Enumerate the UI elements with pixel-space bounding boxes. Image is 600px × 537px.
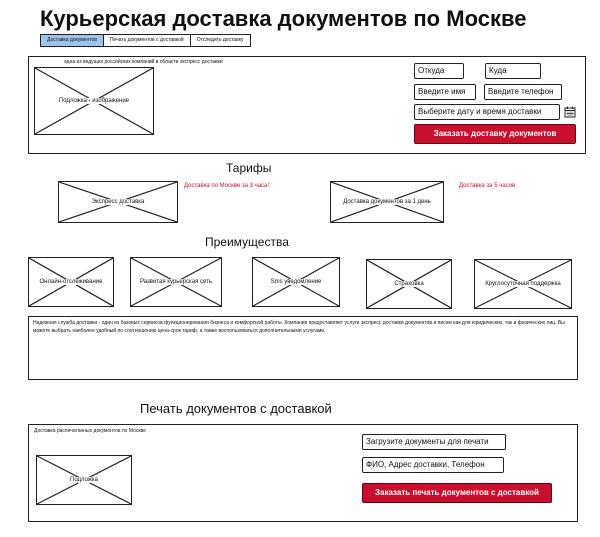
tab-track-delivery[interactable]: Отследить доставку	[191, 35, 250, 46]
order-delivery-button[interactable]: Заказать доставку документов	[414, 124, 576, 144]
calendar-icon[interactable]	[564, 106, 576, 118]
advantage-label-insurance: Страховка	[394, 281, 424, 287]
tariff-note-express: Доставка по Москве за 3 часа!	[184, 183, 270, 189]
from-field[interactable]: Откуда	[414, 63, 464, 79]
advantage-label-tracking: Онлайн-отслеживание	[39, 279, 103, 285]
name-field[interactable]: Введите имя	[414, 84, 476, 100]
advantages-heading: Преимущества	[205, 235, 289, 249]
advantage-label-sms: Sms уведомление	[270, 279, 322, 285]
hero-image-label: Подложка - изображение	[58, 98, 130, 104]
tariff-image-oneday	[330, 181, 444, 223]
hero-image-placeholder	[34, 67, 154, 135]
phone-field[interactable]: Введите телефон	[484, 84, 562, 100]
advantage-support	[474, 259, 572, 309]
upload-documents-button[interactable]: Загрузите документы для печати	[362, 434, 506, 450]
advantage-insurance	[366, 259, 452, 309]
advantage-label-support: Круглосуточная поддержка	[485, 281, 561, 287]
tariff-image-express	[58, 181, 178, 223]
tariff-note-oneday: Доставка за 5 часов	[459, 183, 516, 189]
tab-bar	[40, 34, 251, 47]
print-heading: Печать документов с доставкой	[140, 401, 332, 416]
advantage-tracking	[28, 257, 114, 307]
tab-print-delivery[interactable]: Печать документов с доставкой	[104, 35, 191, 46]
to-field[interactable]: Куда	[485, 63, 541, 79]
order-print-button[interactable]: Заказать печать документов с доставкой	[362, 483, 552, 503]
datetime-field[interactable]: Выберите дату и время доставки	[414, 104, 560, 120]
advantages-description: Надежная служба доставки - один из базовых сервисов функционирования бизнеса и комфортной работы. Компания предоставляет услуги экспресс доставки документов и писем как для юридических, так и физических лиц. Вы можете выбрать наиболее удобный по соотношению цена-срок тариф, а также воспользоваться дополнительными услугами.	[28, 316, 578, 380]
advantage-sms	[252, 257, 340, 307]
tariff-label-oneday: Доставка документов за 1 день	[343, 199, 431, 205]
hero-intro: одна из ведущих российских компаний в области экспресс доставки	[64, 59, 223, 65]
advantage-network	[130, 257, 222, 307]
print-image-placeholder	[36, 455, 132, 505]
tariff-label-express: Экспресс доставка	[91, 199, 145, 205]
tab-document-delivery[interactable]: Доставка документов	[41, 35, 104, 46]
print-image-label: Подложка	[70, 477, 98, 483]
print-intro: Доставка распечатанных документов по Москве	[34, 428, 146, 434]
advantage-label-network: Развитая курьерская сеть	[139, 279, 213, 285]
tariffs-heading: Тарифы	[226, 161, 272, 175]
page-title: Курьерская доставка документов по Москве	[40, 6, 527, 31]
address-field[interactable]: ФИО, Адрес доставки, Телефон	[362, 457, 504, 473]
